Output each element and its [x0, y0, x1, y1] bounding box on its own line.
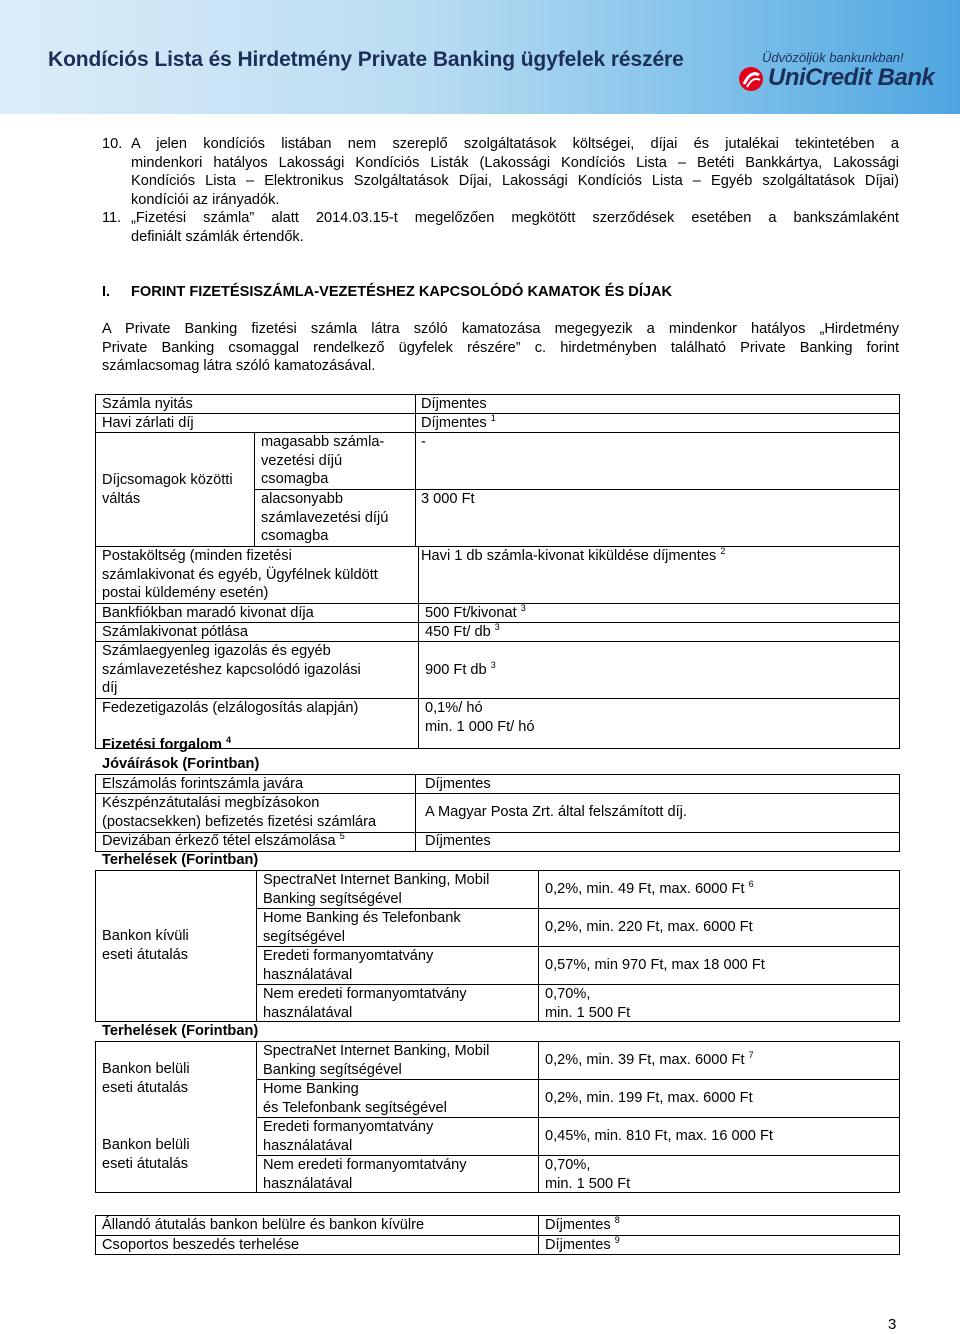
- page-number: 3: [888, 1316, 897, 1333]
- channel-label: Nem eredeti formanyomtatvány használatával: [263, 1157, 467, 1192]
- monthly-closing-value: Díjmentes $^1$: [421, 413, 496, 431]
- col-divider: [418, 546, 419, 749]
- channel-label: SpectraNet Internet Banking, Mobil Banking segítségével: [263, 1043, 490, 1078]
- credits-heading: Jóváírások (Forintban): [102, 756, 260, 772]
- lower-package-value: 3 000 Ft: [421, 491, 475, 507]
- collateral-certificate-value: 0,1%/ hó min. 1 000 Ft/ hó: [425, 700, 535, 735]
- postage-label: Postaköltség (minden fizetési számlakivonat és egyéb, Ügyfélnek küldött postai küldemény esetén): [102, 548, 378, 602]
- account-opening-value: Díjmentes: [421, 396, 487, 412]
- channel-fee: 0,2%, min. 199 Ft, max. 6000 Ft: [545, 1090, 753, 1106]
- section-intro: [102, 320, 899, 376]
- col-divider: [415, 774, 416, 852]
- lower-package-label: alacsonyabb számlavezetési díjú csomagba: [261, 491, 389, 545]
- branch-statement-value: 500 Ft/kivonat $^3$: [425, 603, 526, 621]
- channel-label: Eredeti formanyomtatvány használatával: [263, 1119, 434, 1154]
- intro-line: Private Banking csomaggal rendelkező ügyfelek részére” c. hirdetményben található Private Banking forint: [102, 339, 899, 356]
- external-transfer-label: Bankon kívüli eseti átutalás: [102, 928, 189, 963]
- external-debits-heading: Terhelések (Forintban): [102, 852, 259, 868]
- package-switch-label: Díjcsomagok közötti váltás: [102, 472, 233, 507]
- channel-fee: 0,45%, min. 810 Ft, max. 16 000 Ft: [545, 1128, 773, 1144]
- channel-fee: 0,57%, min 970 Ft, max 18 000 Ft: [545, 957, 765, 973]
- channel-label: Nem eredeti formanyomtatvány használatával: [263, 986, 467, 1021]
- page-header-banner: [0, 0, 960, 114]
- higher-package-label: magasabb számla- vezetési díjú csomagba: [261, 434, 385, 488]
- standing-order-value: Díjmentes $^8$: [545, 1215, 620, 1233]
- balance-certificate-value: 900 Ft db $^3$: [425, 660, 496, 678]
- note-10-text: [131, 135, 899, 209]
- col-divider: [415, 394, 416, 546]
- internal-transfer-label: Bankon belüli eseti átutalás: [102, 1061, 190, 1096]
- credit-row-label: Készpénzátutalási megbízásokon (postacsekken) befizetés fizetési számlára: [102, 795, 377, 830]
- row-divider: [95, 413, 900, 414]
- channel-label: SpectraNet Internet Banking, Mobil Banking segítségével: [263, 872, 490, 907]
- note-10-number: 10.: [102, 136, 123, 152]
- intro-line: számlacsomag látra szóló kamatozásával.: [102, 358, 376, 375]
- higher-package-value: -: [421, 434, 426, 450]
- standing-order-label: Állandó átutalás bankon belülre és bankon kívülre: [102, 1217, 425, 1233]
- bank-name-logotype: UniCredit Bank: [768, 64, 935, 91]
- channel-fee: 0,2%, min. 39 Ft, max. 6000 Ft $^7$: [545, 1050, 754, 1068]
- note-11-line: „Fizetési számla” alatt 2014.03.15-t megelőzően megkötött szerződések esetében a bankszámlaként: [131, 210, 899, 226]
- collateral-certificate-label: Fedezetigazolás (elzálogosítás alapján): [102, 700, 359, 716]
- credit-row-value: A Magyar Posta Zrt. által felszámított díj.: [425, 804, 687, 820]
- internal-debits-heading: Terhelések (Forintban): [102, 1023, 259, 1039]
- statement-replacement-value: 450 Ft/ db $^3$: [425, 622, 500, 640]
- credit-row-value: Díjmentes: [425, 833, 491, 849]
- credit-row-value: Díjmentes: [425, 776, 491, 792]
- branch-statement-label: Bankfiókban maradó kivonat díja: [102, 605, 314, 621]
- channel-fee: 0,70%, min. 1 500 Ft: [545, 1157, 631, 1192]
- document-title: Kondíciós Lista és Hirdetmény Private Banking ügyfelek részére: [48, 48, 684, 71]
- monthly-closing-label: Havi zárlati díj: [102, 415, 194, 431]
- account-opening-label: Számla nyitás: [102, 396, 193, 412]
- section-title: FORINT FIZETÉSISZÁMLA-VEZETÉSHEZ KAPCSOLÓDÓ KAMATOK ÉS DÍJAK: [131, 284, 673, 300]
- note-10-line: A jelen kondíciós listában nem szereplő szolgáltatások költségei, díjai és jutalékai tekintetében a: [131, 136, 899, 152]
- bank-welcome-text: Üdvözöljük bankunkban!: [762, 50, 904, 65]
- channel-label: Eredeti formanyomtatvány használatával: [263, 948, 434, 983]
- note-11-line: definiált számlák értendők.: [131, 228, 304, 245]
- direct-debit-value: Díjmentes $^9$: [545, 1235, 620, 1253]
- col-divider: [538, 1215, 539, 1255]
- note-10-line: mindenkori hatályos Lakossági Kondíciós Listák (Lakossági Kondíciós Lista – Betéti Bankkártya, Lakossági: [131, 154, 899, 171]
- row-divider: [95, 432, 900, 433]
- turnover-heading: Fizetési forgalom $^4$: [102, 735, 232, 753]
- direct-debit-label: Csoportos beszedés terhelése: [102, 1237, 300, 1253]
- note-10-line: kondíciói az irányadók.: [131, 191, 280, 208]
- note-11-text: [131, 209, 899, 246]
- channel-label: Home Banking és Telefonbank segítségével: [263, 910, 461, 945]
- note-10-line: Kondíciós Lista – Elektronikus Szolgáltatások Díjai, Lakossági Kondíciós Lista – Egyéb szolgáltatások Díjai): [131, 173, 899, 190]
- note-11-number: 11.: [102, 210, 122, 226]
- credit-row-label: Elszámolás forintszámla javára: [102, 776, 304, 792]
- balance-certificate-label: Számlaegyenleg igazolás és egyéb számlavezetéshez kapcsolódó igazolási díj: [102, 643, 361, 697]
- channel-label: Home Banking és Telefonbank segítségével: [263, 1081, 447, 1116]
- internal-transfer-label: Bankon belüli eseti átutalás: [102, 1137, 190, 1172]
- channel-fee: 0,2%, min. 220 Ft, max. 6000 Ft: [545, 919, 753, 935]
- credit-row-label: Devizában érkező tétel elszámolása $^5$: [102, 831, 345, 849]
- statement-replacement-label: Számlakivonat pótlása: [102, 624, 249, 640]
- col-divider: [254, 432, 255, 546]
- postage-value: Havi 1 db számla-kivonat kiküldése díjmentes $^2$: [421, 546, 726, 564]
- channel-fee: 0,2%, min. 49 Ft, max. 6000 Ft $^6$: [545, 879, 754, 897]
- section-number: I.: [102, 284, 111, 300]
- channel-fee: 0,70%, min. 1 500 Ft: [545, 986, 631, 1021]
- unicredit-logo-icon: [738, 66, 764, 92]
- intro-line: A Private Banking fizetési számla látra szóló kamatozása megegyezik a mindenkor hatályos „Hirdetmény: [102, 321, 899, 337]
